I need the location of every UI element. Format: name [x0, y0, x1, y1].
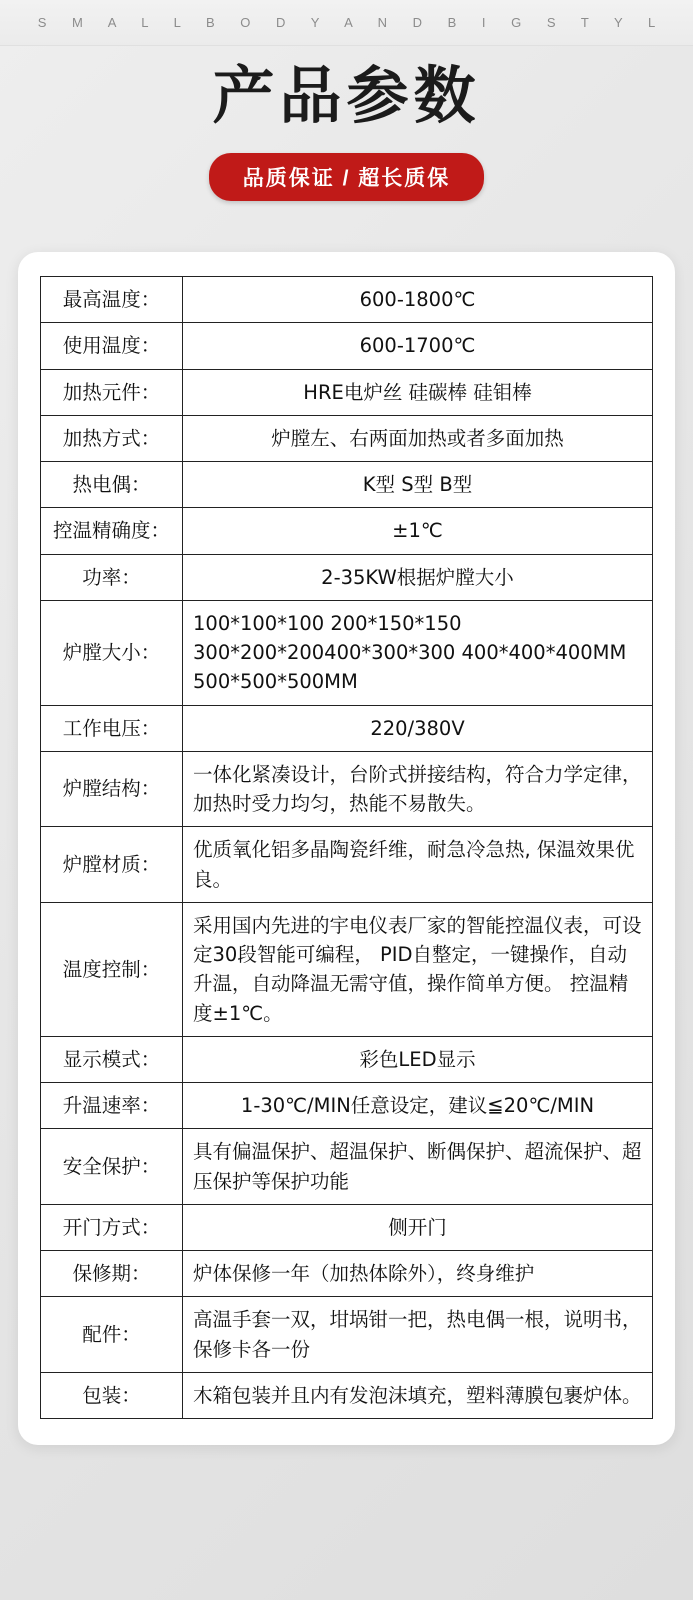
- table-row: [41, 1204, 653, 1250]
- spec-value: 600-1800℃: [183, 277, 653, 323]
- table-row: [41, 705, 653, 751]
- spec-value: 1-30℃/MIN任意设定，建议≦20℃/MIN: [183, 1083, 653, 1129]
- spec-value: 彩色LED显示: [183, 1036, 653, 1082]
- spec-label: 工作电压：: [41, 705, 183, 751]
- table-row: [41, 277, 653, 323]
- page-title: 产品参数: [212, 59, 481, 132]
- header-section: [0, 46, 693, 201]
- table-row: [41, 1129, 653, 1205]
- table-row: [41, 827, 653, 903]
- top-banner: [0, 0, 693, 46]
- table-row: [41, 369, 653, 415]
- spec-value: 600-1700℃: [183, 323, 653, 369]
- spec-label: 温度控制：: [41, 902, 183, 1036]
- spec-value: HRE电炉丝 硅碳棒 硅钼棒: [183, 369, 653, 415]
- spec-label: 使用温度：: [41, 323, 183, 369]
- spec-value: ±1℃: [183, 508, 653, 554]
- table-row: [41, 600, 653, 705]
- spec-label: 加热元件：: [41, 369, 183, 415]
- badge-wrap: [0, 153, 693, 201]
- spec-label: 炉膛材质：: [41, 827, 183, 903]
- spec-label: 保修期：: [41, 1251, 183, 1297]
- spec-value: 220/380V: [183, 705, 653, 751]
- spec-card: [18, 252, 675, 1445]
- quality-badge: 品质保证 / 超长质保: [209, 153, 485, 201]
- spec-label: 控温精确度：: [41, 508, 183, 554]
- table-row: [41, 554, 653, 600]
- table-row: [41, 1251, 653, 1297]
- spec-label: 热电偶：: [41, 462, 183, 508]
- spec-value: 木箱包装并且内有发泡沫填充，塑料薄膜包裹炉体。: [183, 1372, 653, 1418]
- spec-label: 加热方式：: [41, 415, 183, 461]
- spec-value: 优质氧化铝多晶陶瓷纤维，耐急冷急热, 保温效果优良。: [183, 827, 653, 903]
- spec-table-body: [41, 277, 653, 1419]
- spec-label: 最高温度：: [41, 277, 183, 323]
- table-row: [41, 415, 653, 461]
- spec-label: 显示模式：: [41, 1036, 183, 1082]
- spec-label: 炉膛结构：: [41, 751, 183, 827]
- table-row: [41, 1083, 653, 1129]
- spec-label: 开门方式：: [41, 1204, 183, 1250]
- spec-value: 炉体保修一年（加热体除外），终身维护: [183, 1251, 653, 1297]
- table-row: [41, 1372, 653, 1418]
- spec-value: 一体化紧凑设计，台阶式拼接结构，符合力学定律，加热时受力均匀，热能不易散失。: [183, 751, 653, 827]
- spec-label: 包装：: [41, 1372, 183, 1418]
- spec-value: 100*100*100 200*150*150 300*200*200400*300*300 400*400*400MM 500*500*500MM: [183, 600, 653, 705]
- table-row: [41, 508, 653, 554]
- spec-value: 2-35KW根据炉膛大小: [183, 554, 653, 600]
- spec-label: 炉膛大小：: [41, 600, 183, 705]
- table-row: [41, 751, 653, 827]
- table-row: [41, 1297, 653, 1373]
- spec-value: 炉膛左、右两面加热或者多面加热: [183, 415, 653, 461]
- table-row: [41, 462, 653, 508]
- spec-label: 升温速率：: [41, 1083, 183, 1129]
- spec-label: 功率：: [41, 554, 183, 600]
- table-row: [41, 1036, 653, 1082]
- spec-label: 安全保护：: [41, 1129, 183, 1205]
- spec-value: 高温手套一双，坩埚钳一把，热电偶一根，说明书，保修卡各一份: [183, 1297, 653, 1373]
- table-row: [41, 902, 653, 1036]
- top-banner-text: S M A L L B O D Y A N D B I G S T Y L: [37, 15, 667, 30]
- table-row: [41, 323, 653, 369]
- spec-table: [40, 276, 653, 1419]
- spec-value: K型 S型 B型: [183, 462, 653, 508]
- spec-value: 侧开门: [183, 1204, 653, 1250]
- spec-label: 配件：: [41, 1297, 183, 1373]
- spec-value: 具有偏温保护、超温保护、断偶保护、超流保护、超压保护等保护功能: [183, 1129, 653, 1205]
- spec-value: 采用国内先进的宇电仪表厂家的智能控温仪表，可设定30段智能可编程， PID自整定，一键操作，自动升温，自动降温无需守值，操作简单方便。 控温精度±1℃。: [183, 902, 653, 1036]
